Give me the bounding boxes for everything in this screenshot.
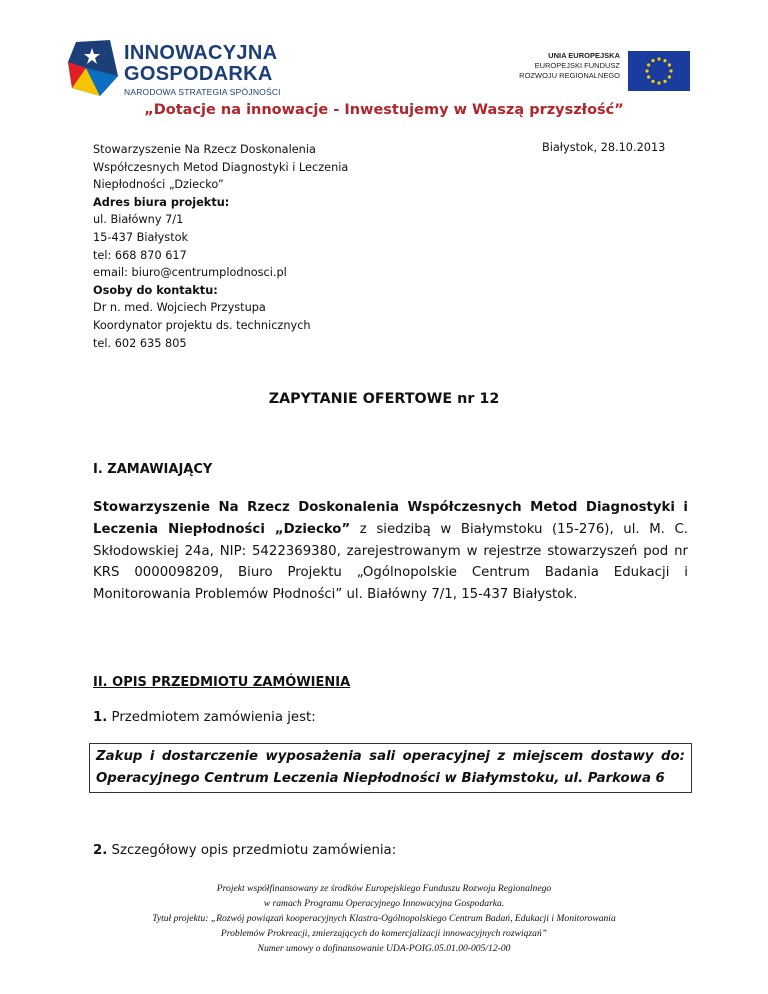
eu-logo-text [519, 51, 620, 81]
eu-logo [510, 49, 690, 91]
logo-text-line2: GOSPODARKA [124, 63, 273, 85]
footer-line: Projekt współfinansowany ze środków Europejskiego Funduszu Rozwoju Regionalnego [216, 883, 552, 894]
footer-line: Tytuł projektu: „Rozwój powiązań kooperacyjnych Klastra-Ogólnopolskiego Centrum Badań, Edukacji i Monitorowania [152, 913, 616, 924]
document-heading: ZAPYTANIE OFERTOWE nr 12 [268, 391, 500, 407]
office-email: email: biuro@centrumplodnosci.pl [93, 266, 287, 280]
logo-text-line1: INNOWACYJNA [124, 42, 278, 64]
footer-line: Numer umowy o dofinansowanie UDA-POIG.05.01.00-005/12-00 [257, 943, 511, 954]
item1-number: 1. [93, 710, 108, 725]
footer-line: Problemów Prokreacji, zmierzających do komercjalizacji innowacyjnych rozwiązań” [220, 928, 548, 939]
org-line: Stowarzyszenie Na Rzecz Doskonalenia [93, 143, 316, 156]
section2-item2 [93, 843, 396, 858]
section1-paragraph [93, 497, 688, 606]
org-line: Niepłodności „Dziecko” [93, 178, 224, 192]
org-line: Współczesnych Metod Diagnostyki i Leczenia [93, 160, 349, 174]
eu-text-line3: ROZWOJU REGIONALNEGO [519, 71, 620, 80]
page-footer [0, 881, 768, 956]
section2-heading: II. OPIS PRZEDMIOTU ZAMÓWIENIA [93, 675, 351, 690]
ordering-party-details: z siedzibą w Białymstoku (15-276), ul. M. C. Skłodowskiej 24a, NIP: 5422369380, zarejestrowanym w rejestrze stowarzyszeń pod nr KRS 0000098209, Biuro Projektu „Ogólnopolskie Centrum Badania Edukacji i Monitorowania Problemów Płodności” ul. Białówny 7/1, 15-437 Białystok. [93, 521, 688, 603]
ordering-party-name: Stowarzyszenie Na Rzecz Doskonalenia Współczesnych Metod Diagnostyki i Leczenia Niepłodności „Dziecko” [93, 500, 688, 537]
contact-persons-label: Osoby do kontaktu: [93, 283, 218, 297]
item2-text: Szczegółowy opis przedmiotu zamówienia: [107, 843, 397, 858]
eu-text-line2: EUROPEJSKI FUNDUSZ [534, 61, 620, 70]
slogan-title: „Dotacje na innowacje - Inwestujemy w Waszą przyszłość” [144, 102, 624, 118]
eu-text-line1: UNIA EUROPEJSKA [548, 51, 620, 60]
footer-line: w ramach Programu Operacyjnego Innowacyjna Gospodarka. [263, 898, 505, 909]
order-subject-box: Zakup i dostarczenie wyposażenia sali operacyjnej z miejscem dostawy do: Operacyjnego Centrum Leczenia Niepłodności w Białymstoku, ul. Parkowa 6 [89, 743, 692, 793]
document-date: Białystok, 28.10.2013 [542, 141, 666, 154]
contact-name: Dr n. med. Wojciech Przystupa [93, 301, 266, 315]
office-street: ul. Białówny 7/1 [93, 213, 184, 227]
office-phone: tel: 668 870 617 [93, 248, 187, 262]
eu-flag-icon [628, 51, 690, 91]
item1-text: Przedmiotem zamówienia jest: [107, 710, 316, 725]
item2-number: 2. [93, 843, 108, 858]
section1-heading: I. ZAMAWIAJĄCY [93, 462, 213, 477]
ig-logo-emblem-icon [66, 38, 122, 100]
logo-text-line3: NARODOWA STRATEGIA SPÓJNOŚCI [124, 87, 281, 97]
innowacyjna-gospodarka-logo [66, 38, 316, 100]
sender-block [93, 141, 348, 352]
contact-role: Koordynator projektu ds. technicznych [93, 318, 311, 332]
office-postal: 15-437 Białystok [93, 230, 189, 244]
office-address-label: Adres biura projektu: [93, 195, 230, 209]
section2-item1 [93, 710, 316, 725]
contact-phone: tel. 602 635 805 [93, 336, 187, 350]
